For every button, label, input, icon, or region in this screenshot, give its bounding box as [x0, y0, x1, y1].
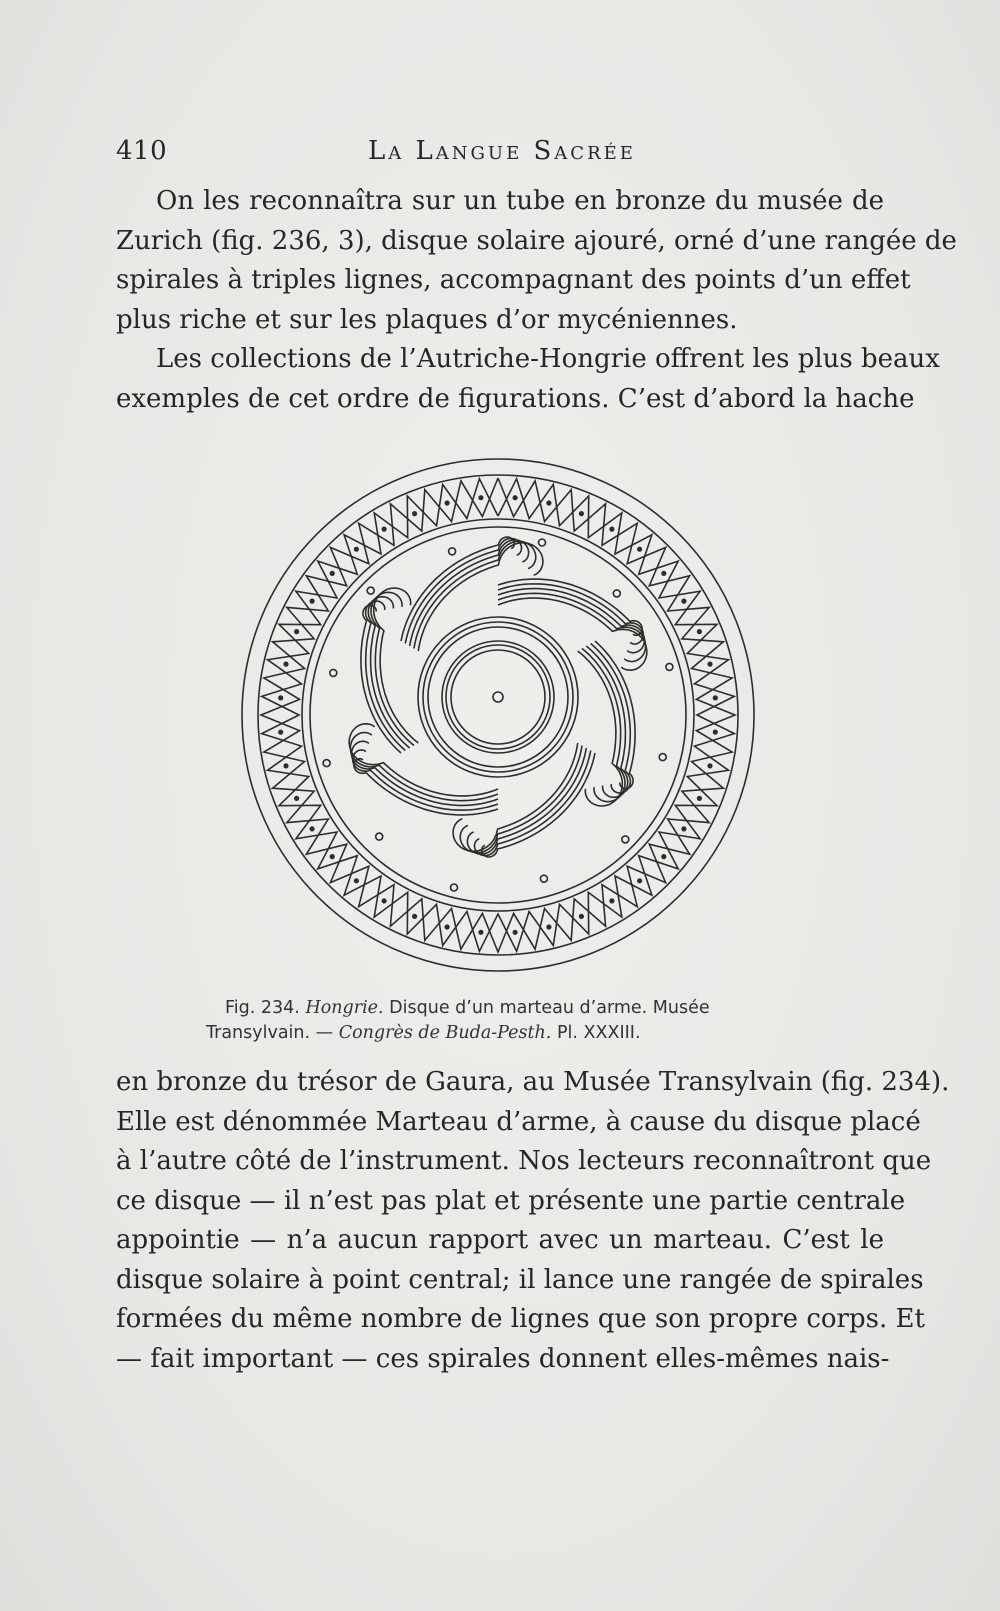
text-line: ce disque — il n’est pas plat et présente une partie centrale: [116, 1185, 906, 1216]
diamond-dot: [445, 925, 449, 929]
ring-dot: [540, 875, 547, 882]
diamond-dot: [479, 931, 483, 935]
ring-dot: [666, 663, 673, 670]
diamond-dot: [662, 855, 666, 859]
spiral-line: [482, 753, 595, 857]
spiral-arm: [578, 641, 635, 806]
diamond-dot: [355, 547, 359, 551]
ring-dot: [449, 548, 456, 555]
diamond-dot: [413, 915, 417, 919]
diamond-dot: [547, 501, 551, 505]
text-line: On les reconnaîtra sur un tube en bronze du musée de: [156, 186, 884, 216]
text-line: disque solaire à point central; il lance une rangée de spirales: [116, 1264, 924, 1295]
text-line: Elle est dénommée Marteau d’arme, à cause du disque placé: [116, 1106, 921, 1137]
running-title: La Langue Sacrée: [368, 136, 636, 166]
diamond-dot: [698, 797, 702, 801]
diamond-dot: [513, 931, 517, 935]
paragraph-2: [116, 1063, 950, 1379]
diamond-dot: [413, 512, 417, 516]
caption-line-1: [206, 996, 786, 1021]
spiral-line: [418, 543, 543, 651]
diamond-dot: [445, 501, 449, 505]
ring-dot: [539, 539, 546, 546]
diamond-dot: [479, 496, 483, 500]
ring-dot: [451, 884, 458, 891]
spiral-line: [498, 593, 646, 661]
diamond-dot: [662, 572, 666, 576]
diamond-dot: [638, 547, 642, 551]
diamond-dot: [279, 696, 283, 700]
caption-line-2: [206, 1021, 786, 1046]
diamond-dot: [513, 496, 517, 500]
diamond-dot: [330, 572, 334, 576]
spiral-line: [586, 646, 627, 797]
ring-dot: [323, 760, 330, 767]
caption-country: Hongrie.: [305, 998, 384, 1018]
text-line: Zurich (fig. 236, 3), disque solaire ajouré, orné d’une rangée de: [116, 225, 957, 256]
diamond-dot: [330, 855, 334, 859]
ring-dot: [376, 833, 383, 840]
text-line: formées du même nombre de lignes que son propre corps. Et: [116, 1304, 925, 1334]
spiral-line: [350, 733, 498, 801]
diamond-dot: [610, 899, 614, 903]
ring-dot: [622, 836, 629, 843]
diamond-dot: [310, 827, 314, 831]
diamond-dot: [382, 527, 386, 531]
central-boss: [418, 617, 578, 777]
diamond-dot: [708, 764, 712, 768]
caption-description: Disque d’un marteau d’arme. Musée: [389, 998, 710, 1018]
spiral-arm: [361, 588, 418, 753]
diamond-dot: [310, 599, 314, 603]
diamond-dot: [714, 696, 718, 700]
diamond-dot: [610, 527, 614, 531]
text-line: en bronze du trésor de Gaura, au Musée Transylvain (fig. 234).: [116, 1067, 950, 1097]
spiral-line: [498, 579, 642, 635]
caption-source: Congrès de Buda-Pesth.: [338, 1023, 552, 1043]
diamond-dot: [295, 797, 299, 801]
diamond-dot: [682, 827, 686, 831]
ring-dot: [659, 754, 666, 761]
figure-caption: [206, 996, 786, 1046]
text-line: à l’autre côté de l’instrument. Nos lecteurs reconnaîtront que: [116, 1146, 932, 1176]
diamond-dot: [714, 730, 718, 734]
ring-dot: [330, 669, 337, 676]
spiral-line: [401, 537, 514, 641]
ring-dot: [367, 587, 374, 594]
running-spirals: [349, 537, 647, 857]
zigzag-band-inner: [302, 519, 694, 911]
caption-fig-label: Fig. 234.: [225, 998, 300, 1018]
diamond-dot: [279, 730, 283, 734]
diamond-dot: [295, 630, 299, 634]
diamond-dot: [580, 512, 584, 516]
spiral-line: [354, 759, 498, 815]
diamond-dot: [580, 915, 584, 919]
text-line: plus riche et sur les plaques d’or mycéniennes.: [116, 304, 738, 335]
caption-plate: Pl. XXXIII.: [556, 1023, 641, 1043]
diamond-dot: [284, 662, 288, 666]
spiral-line: [453, 743, 578, 851]
diamond-dot: [284, 764, 288, 768]
ring-dot: [613, 590, 620, 597]
diamond-dot: [638, 879, 642, 883]
text-line: spirales à triples lignes, accompagnant des points d’un effet: [116, 265, 911, 295]
diamond-dot: [708, 662, 712, 666]
diamond-dot: [698, 630, 702, 634]
caption-museum: Transylvain. —: [206, 1023, 334, 1043]
text-line: — fait important — ces spirales donnent elles-mêmes nais-: [116, 1343, 890, 1374]
text-line: appointie — n’a aucun rapport avec un marteau. C’est le: [116, 1225, 884, 1255]
text-line: exemples de cet ordre de figurations. C’est d’abord la hache: [116, 383, 915, 414]
spiral-line: [368, 597, 409, 748]
paragraph-1: [116, 182, 957, 419]
diamond-dot: [682, 599, 686, 603]
text-line: Les collections de l’Autriche-Hongrie offrent les plus beaux: [156, 344, 940, 374]
diamond-dot: [382, 899, 386, 903]
diamond-dot: [547, 925, 551, 929]
diamond-dot: [355, 879, 359, 883]
page-number: 410: [116, 136, 168, 166]
outer-rim: [242, 459, 754, 971]
disc-illustration: [228, 445, 768, 985]
